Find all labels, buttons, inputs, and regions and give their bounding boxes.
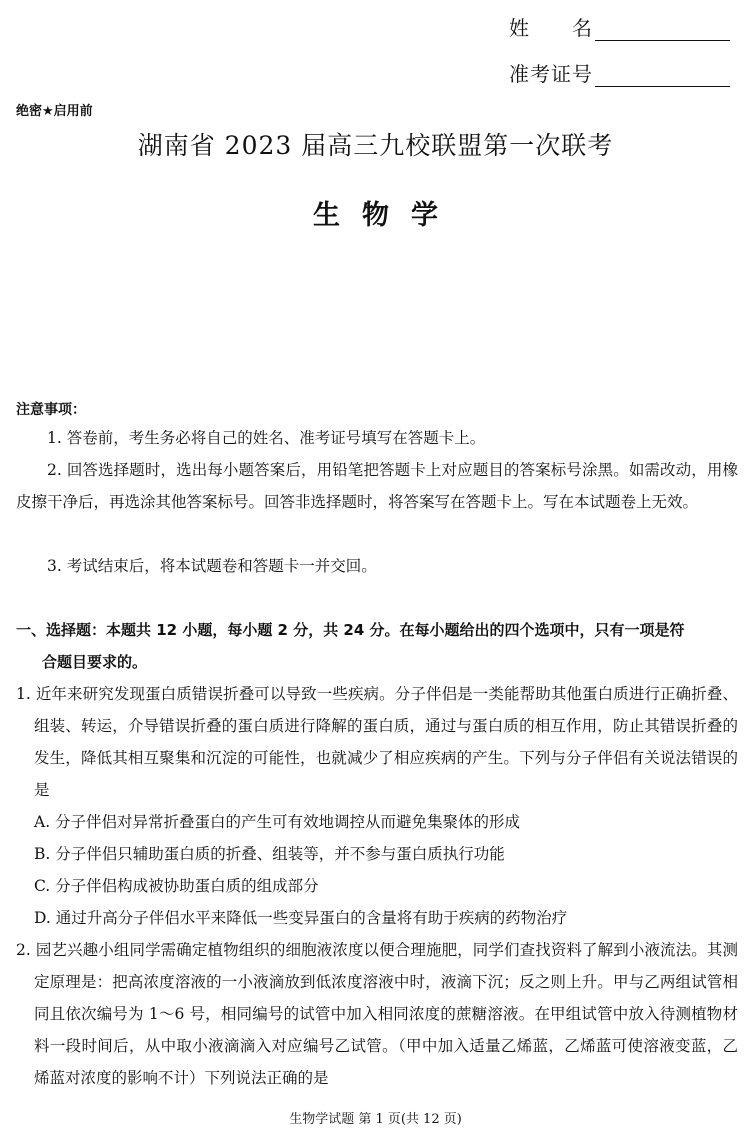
id-label: 准考证号 — [509, 62, 593, 86]
question-1-option-a: A. 分子伴侣对异常折叠蛋白的产生可有效地调控从而避免集聚体的形成 — [34, 813, 521, 831]
secret-mark: 绝密★启用前 — [16, 104, 93, 119]
question-1-stem: 1. 近年来研究发现蛋白质错误折叠可以导致一些疾病。分子伴侣是一类能帮助其他蛋白质进行正确折叠、组装、转运，介导错误折叠的蛋白质进行降解的蛋白质，通过与蛋白质的相互作用，防止其错误折叠的发生，降低其相互聚集和沉淀的可能性，也就减少了相应疾病的产生。下列与分子伴侣有关说法错误的是 — [16, 685, 738, 799]
name-label: 姓 名 — [509, 16, 593, 40]
name-field[interactable] — [509, 12, 730, 41]
question-1-option-b: B. 分子伴侣只辅助蛋白质的折叠、组装等，并不参与蛋白质执行功能 — [34, 845, 505, 863]
notice-item-3: 3. 考试结束后，将本试题卷和答题卡一并交回。 — [47, 557, 377, 575]
page-footer: 生物学试题 第 1 页(共 12 页) — [289, 1112, 462, 1127]
name-blank[interactable] — [595, 18, 730, 41]
subject-title: 生物学 — [313, 200, 460, 231]
question-1-option-c: C. 分子伴侣构成被协助蛋白质的组成部分 — [34, 877, 319, 895]
exam-title: 湖南省 2023 届高三九校联盟第一次联考 — [137, 131, 614, 160]
notice-item-1: 1. 答卷前，考生务必将自己的姓名、准考证号填写在答题卡上。 — [47, 429, 486, 447]
id-field[interactable] — [509, 58, 730, 87]
section-heading-line2: 合题目要求的。 — [42, 653, 148, 671]
question-2-stem: 2. 园艺兴趣小组同学需确定植物组织的细胞液浓度以便合理施肥，同学们查找资料了解到小液流法。其测定原理是：把高浓度溶液的一小液滴放到低浓度溶液中时，液滴下沉；反之则上升。甲与乙两组试管相同且依次编号为 1～6 号，相同编号的试管中加入相同浓度的蔗糖溶液。在甲组试管中放入待测植物材料一段时间后，从中取小液滴滴入对应编号乙试管。（甲中加入适量乙烯蓝，乙烯蓝可使溶液变蓝，乙烯蓝对浓度的影响不计）下列说法正确的是 — [16, 941, 738, 1087]
section-heading-line1: 一、选择题：本题共 12 小题，每小题 2 分，共 24 分。在每小题给出的四个选项中，只有一项是符 — [16, 621, 685, 639]
notice-heading: 注意事项： — [16, 402, 86, 418]
id-blank[interactable] — [595, 64, 730, 87]
notice-item-2: 2. 回答选择题时，选出每小题答案后，用铅笔把答题卡上对应题目的答案标号涂黑。如需改动，用橡皮擦干净后，再选涂其他答案标号。回答非选择题时，将答案写在答题卡上。写在本试题卷上无效。 — [16, 461, 738, 511]
question-1-option-d: D. 通过升高分子伴侣水平来降低一些变异蛋白的含量将有助于疾病的药物治疗 — [34, 909, 568, 927]
